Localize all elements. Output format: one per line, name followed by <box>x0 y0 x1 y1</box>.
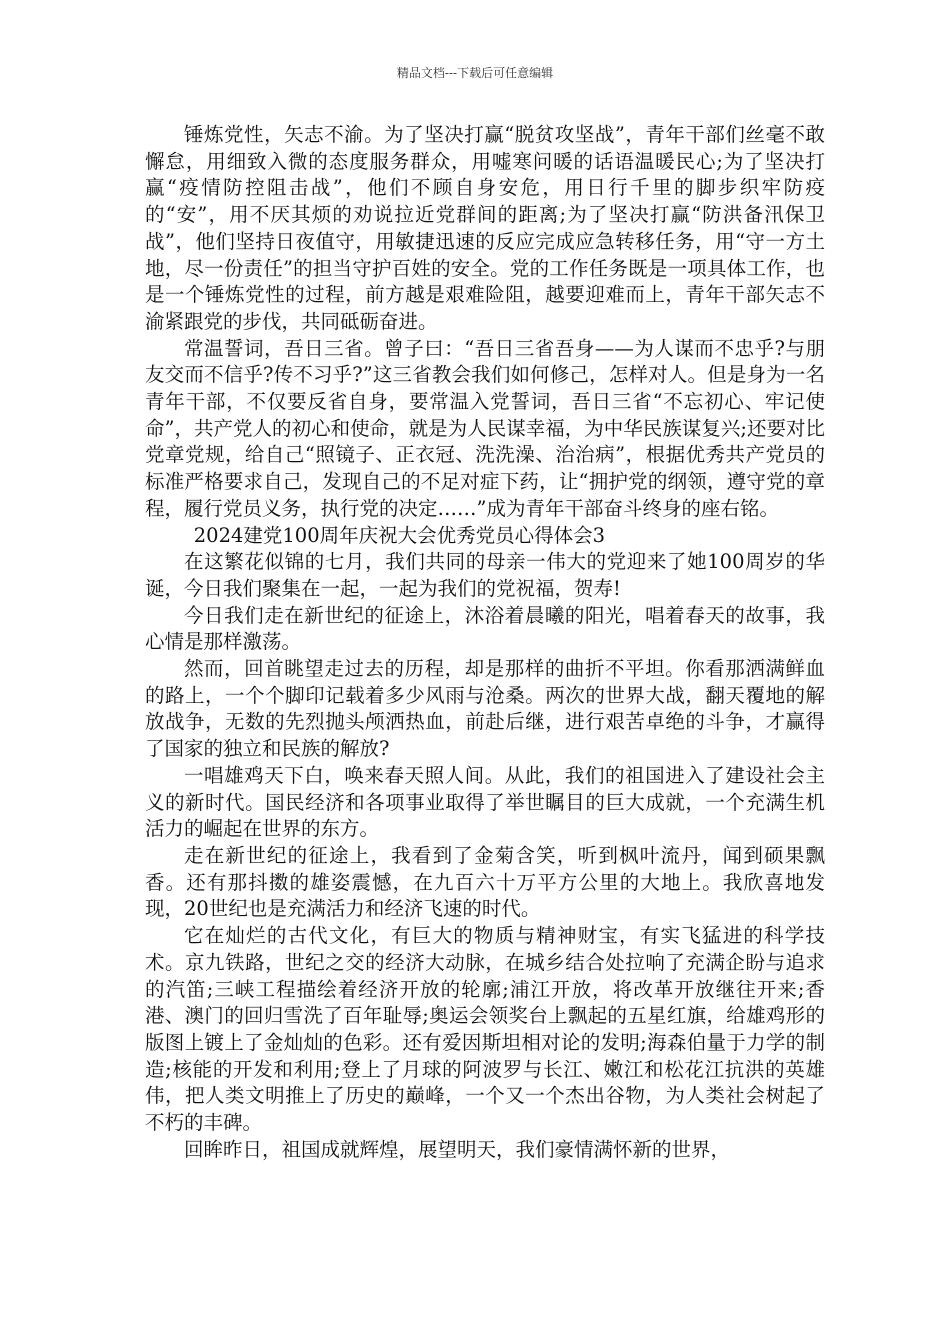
paragraph-8: 它在灿烂的古代文化，有巨大的物质与精神财宝，有实飞猛进的科学技术。京九铁路，世纪之交的经济大动脉，在城乡结合处拉响了充满企盼与追求的汽笛;三峡工程描绘着经济开放的轮廓;浦江开放，将改革开放继往开来;香港、澳门的回归雪洗了百年耻辱;奥运会领奖台上飘起的五星红旗，给雄鸡形的版图上镀上了金灿灿的色彩。还有爱因斯坦相对论的发明;海森伯量于力学的制造;核能的开发和利用;登上了月球的阿波罗与长江、嫩江和松花江抗洪的英雄伟，把人类文明推上了历史的巅峰，一个又一个杰出谷物，为人类社会树起了不朽的丰碑。 <box>145 924 825 1135</box>
paragraph-6: 一唱雄鸡天下白，唤来春天照人间。从此，我们的祖国进入了建设社会主义的新时代。国民经济和各项事业取得了举世瞩目的巨大成就，一个充满生机活力的崛起在世界的东方。 <box>145 763 825 841</box>
paragraph-3: 在这繁花似锦的七月，我们共同的母亲一伟大的党迎来了她100周岁的华诞，今日我们聚集在一起，一起为我们的党祝福，贺寿! <box>145 550 825 600</box>
paragraph-4: 今日我们走在新世纪的征途上，沐浴着晨曦的阳光，唱着春天的故事，我心情是那样激荡。 <box>145 603 825 654</box>
page-header: 精品文档---下载后可任意编辑 <box>396 66 554 80</box>
section-heading: 2024建党100周年庆祝大会优秀党员心得体会3 <box>193 523 606 547</box>
paragraph-5: 然而，回首眺望走过去的历程，却是那样的曲折不平坦。你看那洒满鲜血的路上，一个个脚印记载着多少风雨与沧桑。两次的世界大战，翻天覆地的解放战争，无数的先烈抛头颅洒热血，前赴后继，进行艰苦卓绝的斗争，才赢得了国家的独立和民族的解放? <box>145 657 825 761</box>
paragraph-9: 回眸昨日，祖国成就辉煌，展望明天，我们豪情满怀新的世界， <box>184 1137 731 1161</box>
document-body <box>145 122 825 1163</box>
paragraph-7: 走在新世纪的征途上，我看到了金菊含笑，听到枫叶流丹，闻到硕果飘香。还有那抖擞的雄姿震憾，在九百六十万平方公里的大地上。我欣喜地发现，20世纪也是充满活力和经济飞速的时代。 <box>145 843 825 921</box>
paragraph-2: 常温誓词，吾日三省。曾子曰：“吾日三省吾身——为人谋而不忠乎?与朋友交而不信乎?传不习乎?”这三省教会我们如何修己，怎样对人。但是身为一名青年干部，不仅要反省自身，要常温入党誓词，吾日三省“不忘初心、牢记使命”，共产党人的初心和使命，就是为人民谋幸福，为中华民族谋复兴;还要对比党章党规，给自己“照镜子、正衣冠、洗洗澡、治治病”，根据优秀共产党员的标准严格要求自己，发现自己的不足对症下药，让“拥护党的纲领，遵守党的章程，履行党员义务，执行党的决定……”成为青年干部奋斗终身的座右铭。 <box>145 336 825 520</box>
paragraph-1: 锤炼党性，矢志不渝。为了坚决打赢“脱贫攻坚战”，青年干部们丝毫不敢懈怠，用细致入微的态度服务群众，用嘘寒问暖的话语温暖民心;为了坚决打赢“疫情防控阻击战”，他们不顾自身安危，用日行千里的脚步织牢防疫的“安”，用不厌其烦的劝说拉近党群间的距离;为了坚决打赢“防洪备汛保卫战”，他们坚持日夜值守，用敏捷迅速的反应完成应急转移任务，用“守一方土地，尽一份责任”的担当守护百姓的安全。党的工作任务既是一项具体工作，也是一个锤炼党性的过程，前方越是艰难险阻，越要迎难而上，青年干部矢志不渝紧跟党的步伐，共同砥砺奋进。 <box>145 123 825 333</box>
